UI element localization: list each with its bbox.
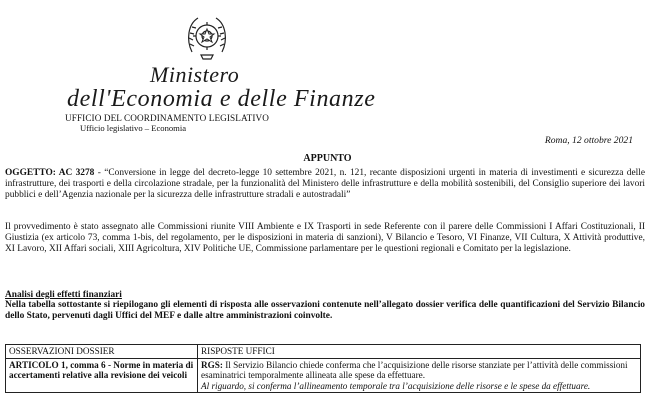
office-name: UFFICIO DEL COORDINAMENTO LEGISLATIVO	[65, 113, 270, 123]
column-header-observations: OSSERVAZIONI DOSSIER	[6, 345, 198, 359]
ministry-name	[0, 62, 655, 118]
document-date: Roma, 12 ottobre 2021	[544, 135, 633, 146]
ministry-name-line2: dell'Economia e delle Finanze	[67, 86, 376, 112]
section-heading: Analisi degli effetti finanziari	[5, 290, 122, 300]
ministry-name-line1: Ministero	[150, 62, 240, 87]
reply-text: Il Servizio Bilancio chiede conferma che l’acquisizione delle risorse stanziate per l’attività delle commissioni esaminatrici temporalmente allineata alle spese da effettuare.	[201, 359, 628, 381]
italian-republic-emblem-icon	[184, 10, 230, 62]
reply-cell	[198, 358, 641, 393]
document-title: APPUNTO	[303, 153, 352, 164]
observations-table	[5, 344, 641, 393]
table-header-row	[6, 345, 641, 359]
observation-text: ARTICOLO 1, comma 6 - Norme in materia di accertamenti relative alla revisione dei veicoli	[9, 359, 194, 381]
column-header-replies: RISPOSTE UFFICI	[198, 345, 641, 359]
reply-confirmation: Al riguardo, si conferma l’allineamento temporale tra l’acquisizione delle risorse e le spese da effettuare.	[201, 380, 591, 391]
observation-cell	[6, 358, 198, 393]
table-row	[6, 358, 641, 393]
subject-label: OGGETTO: AC 3278	[5, 168, 95, 178]
subject-paragraph	[5, 168, 645, 200]
assignment-paragraph: Il provvedimento è stato assegnato alle Commissioni riunite VIII Ambiente e IX Trasporti in sede Referente con il parere delle Commissioni I Affari Costituzionali, II Giustizia (ex articolo 73, comma 1-bis, del regolamento, per le disposizioni in materia di sanzioni), V Bilancio e Tesoro, VI Finanze, VII Cultura, X Attività produttive, XI Lavoro, XII Affari sociali, XIII Agricoltura, XIV Politiche UE, Commissione parlamentare per le questioni regionali e Comitato per la legislazione.	[5, 222, 645, 254]
section-intro: Nella tabella sottostante si riepilogano gli elementi di risposta alle osservazioni contenute nell’allegato dossier verifica delle quantificazioni del Servizio Bilancio dello Stato, pervenuti dagli Uffici del MEF e dalle altre amministrazioni coinvolte.	[5, 300, 645, 321]
reply-label: RGS:	[201, 359, 223, 370]
subject-text: - “Conversione in legge del decreto-legge 10 settembre 2021, n. 121, recante disposizioni urgenti in materia di investimenti e sicurezza delle infrastrutture, dei trasporti e della circolazione stradale, per la funzionalità del Ministero delle infrastrutture e della mobilità sostenibili, del Consiglio superiore dei lavori pubblici e dell’Agenzia nazionale per la sicurezza delle infrastrutture stradali e autostradali”	[5, 168, 645, 200]
office-subtitle: Ufficio legislativo – Economia	[80, 123, 187, 133]
